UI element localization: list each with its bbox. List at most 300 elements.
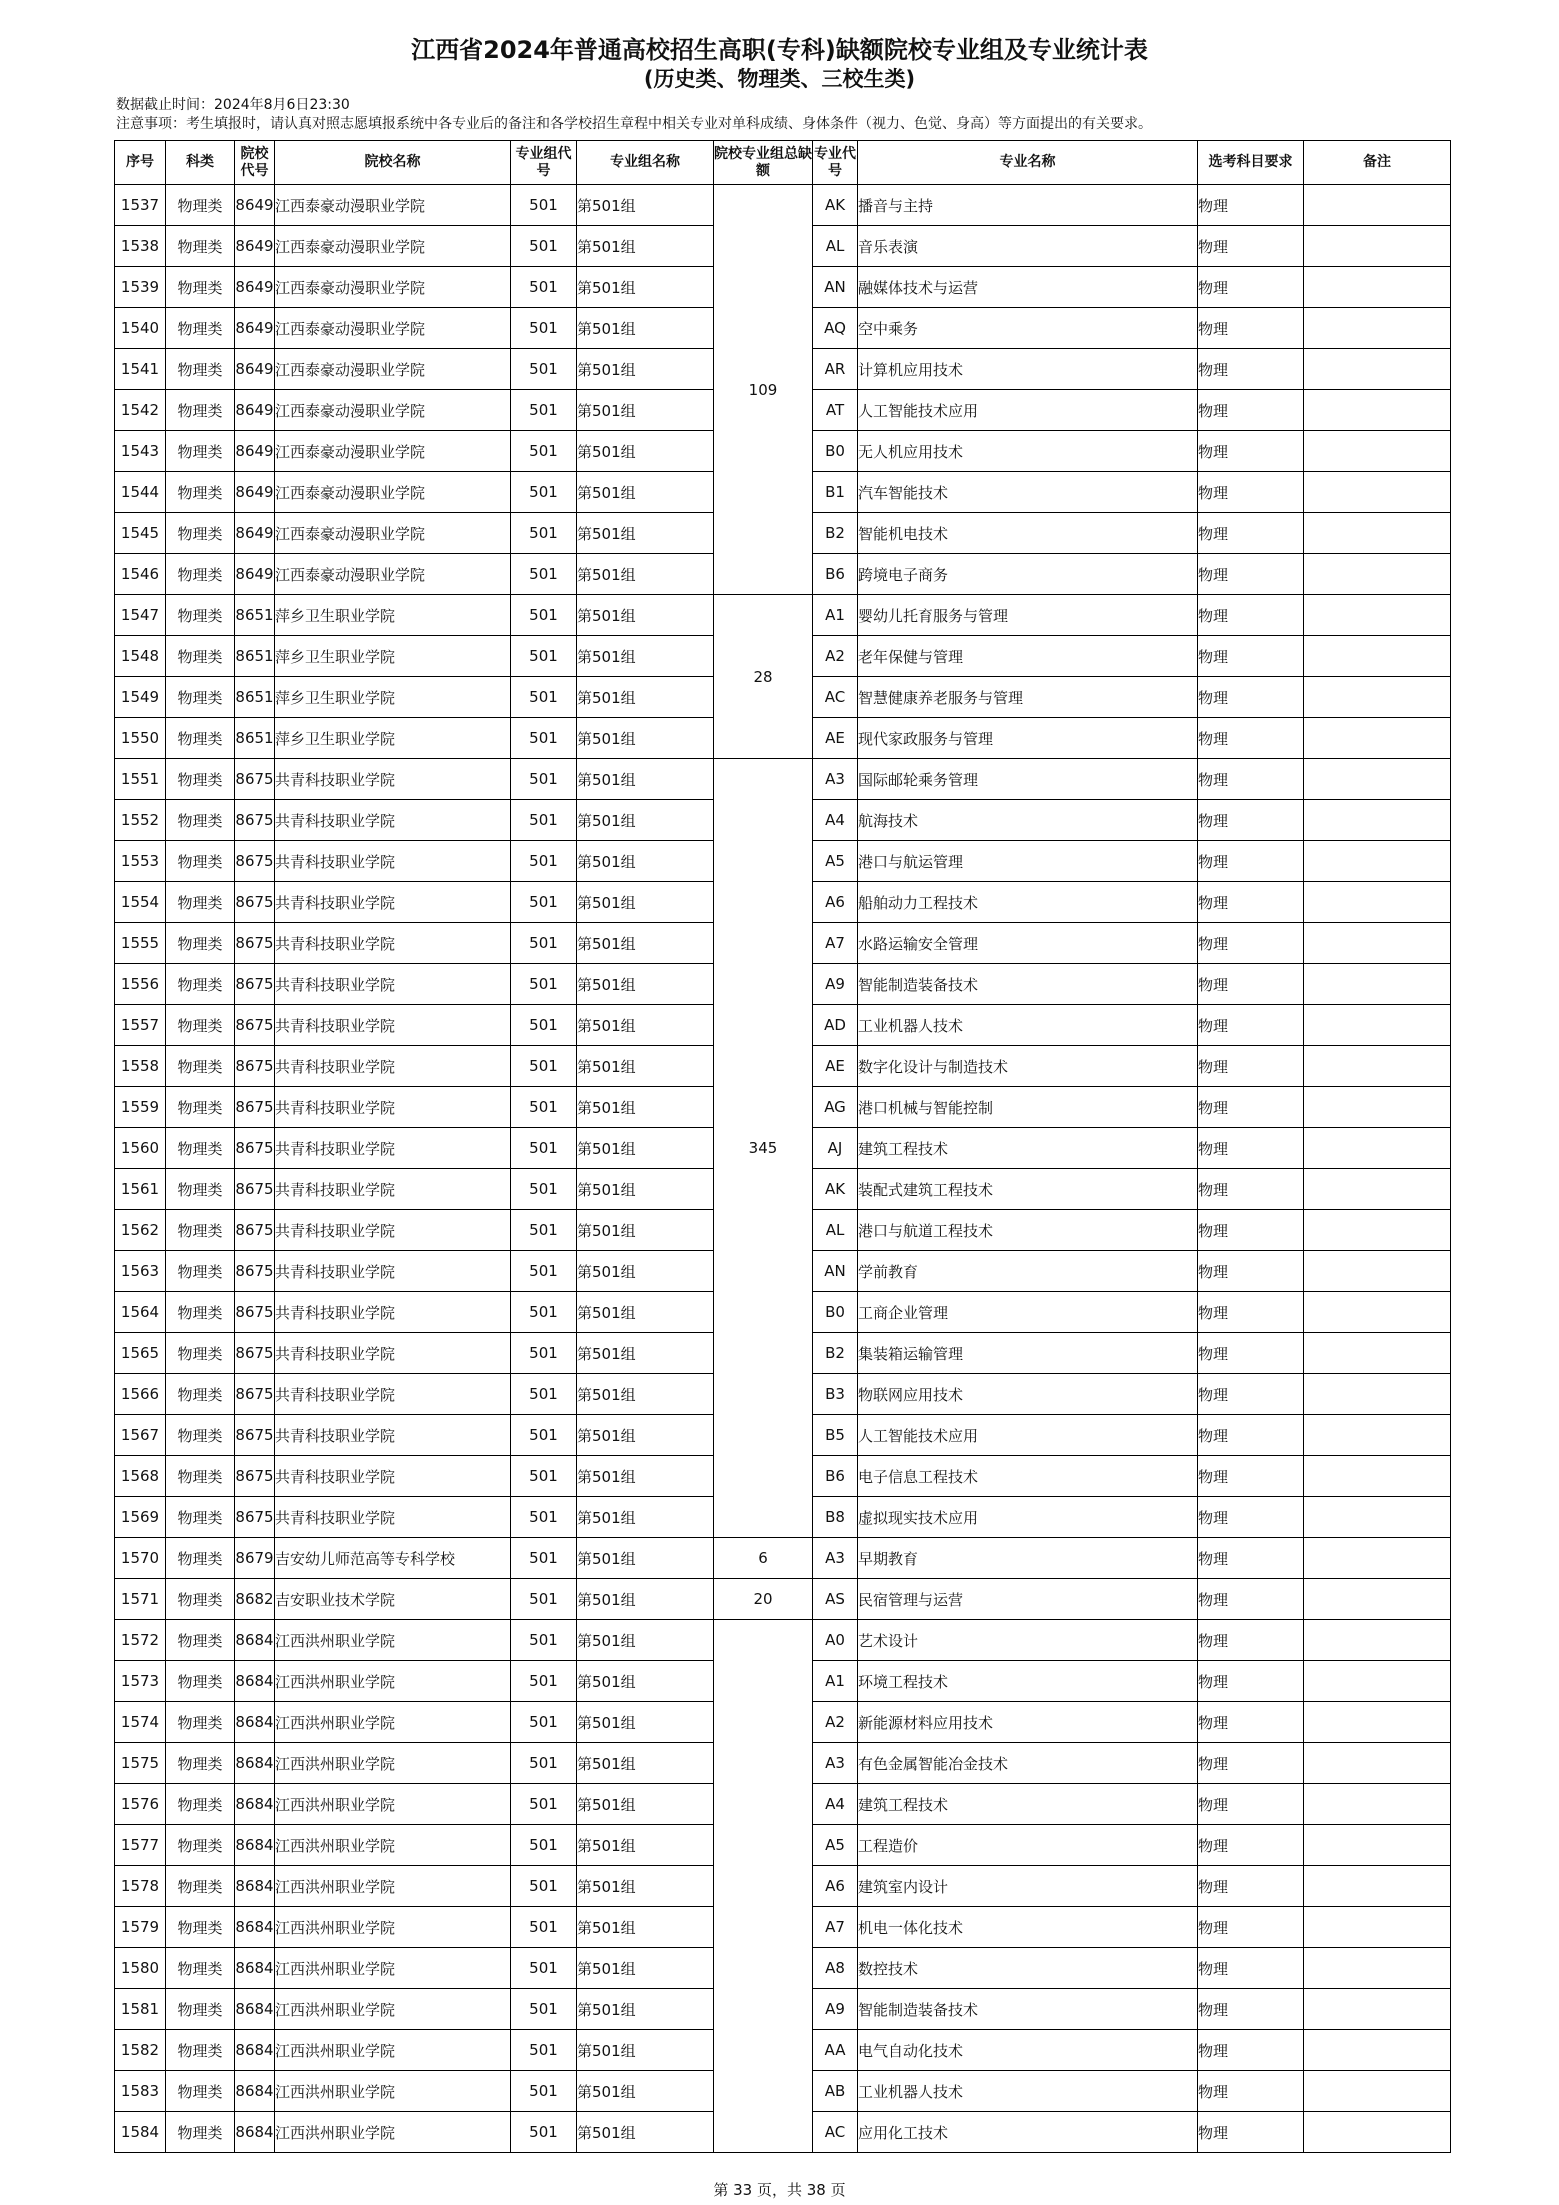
- school-code-cell: 8684: [235, 1866, 275, 1907]
- note-cell: [1304, 759, 1451, 800]
- major-name-cell: 智能制造装备技术: [858, 1989, 1198, 2030]
- school-name-cell: 共青科技职业学院: [275, 1456, 511, 1497]
- group-name-cell: 第501组: [577, 1538, 714, 1579]
- note-cell: [1304, 1661, 1451, 1702]
- school-name-cell: 江西洪州职业学院: [275, 1784, 511, 1825]
- school-code-cell: 8651: [235, 595, 275, 636]
- school-name-cell: 共青科技职业学院: [275, 759, 511, 800]
- subject-req-cell: 物理: [1198, 841, 1304, 882]
- subject-req-cell: 物理: [1198, 1784, 1304, 1825]
- category-cell: 物理类: [166, 267, 235, 308]
- major-code-cell: AJ: [813, 1128, 858, 1169]
- major-code-cell: A4: [813, 1784, 858, 1825]
- group-name-cell: 第501组: [577, 1620, 714, 1661]
- category-cell: 物理类: [166, 800, 235, 841]
- major-code-cell: AS: [813, 1579, 858, 1620]
- group-name-cell: 第501组: [577, 1579, 714, 1620]
- major-name-cell: 数控技术: [858, 1948, 1198, 1989]
- major-name-cell: 播音与主持: [858, 185, 1198, 226]
- school-code-cell: 8675: [235, 800, 275, 841]
- major-name-cell: 人工智能技术应用: [858, 390, 1198, 431]
- note-cell: [1304, 1620, 1451, 1661]
- header-school-code: 院校代号: [235, 141, 275, 185]
- major-code-cell: B5: [813, 1415, 858, 1456]
- school-code-cell: 8649: [235, 513, 275, 554]
- header-major-code: 专业代号: [813, 141, 858, 185]
- row-number: 1537: [115, 185, 166, 226]
- row-number: 1580: [115, 1948, 166, 1989]
- major-code-cell: AD: [813, 1005, 858, 1046]
- note-cell: [1304, 513, 1451, 554]
- major-code-cell: A2: [813, 1702, 858, 1743]
- subject-req-cell: 物理: [1198, 1702, 1304, 1743]
- school-code-cell: 8649: [235, 226, 275, 267]
- school-code-cell: 8649: [235, 431, 275, 472]
- group-code-cell: 501: [511, 923, 577, 964]
- category-cell: 物理类: [166, 1005, 235, 1046]
- category-cell: 物理类: [166, 1661, 235, 1702]
- note-cell: [1304, 1538, 1451, 1579]
- row-number: 1555: [115, 923, 166, 964]
- group-code-cell: 501: [511, 1866, 577, 1907]
- school-name-cell: 吉安幼儿师范高等专科学校: [275, 1538, 511, 1579]
- school-name-cell: 江西泰豪动漫职业学院: [275, 513, 511, 554]
- major-code-cell: AB: [813, 2071, 858, 2112]
- group-code-cell: 501: [511, 349, 577, 390]
- note-cell: [1304, 1415, 1451, 1456]
- row-number: 1550: [115, 718, 166, 759]
- group-name-cell: 第501组: [577, 595, 714, 636]
- school-code-cell: 8649: [235, 308, 275, 349]
- major-name-cell: 智能制造装备技术: [858, 964, 1198, 1005]
- group-code-cell: 501: [511, 841, 577, 882]
- major-code-cell: AR: [813, 349, 858, 390]
- category-cell: 物理类: [166, 472, 235, 513]
- category-cell: 物理类: [166, 1333, 235, 1374]
- group-name-cell: 第501组: [577, 2030, 714, 2071]
- row-number: 1565: [115, 1333, 166, 1374]
- major-name-cell: 计算机应用技术: [858, 349, 1198, 390]
- group-code-cell: 501: [511, 1907, 577, 1948]
- header-category: 科类: [166, 141, 235, 185]
- group-name-cell: 第501组: [577, 185, 714, 226]
- major-name-cell: 集装箱运输管理: [858, 1333, 1198, 1374]
- group-name-cell: 第501组: [577, 1415, 714, 1456]
- major-name-cell: 环境工程技术: [858, 1661, 1198, 1702]
- group-name-cell: 第501组: [577, 841, 714, 882]
- row-number: 1562: [115, 1210, 166, 1251]
- group-name-cell: 第501组: [577, 1989, 714, 2030]
- major-code-cell: B6: [813, 554, 858, 595]
- category-cell: 物理类: [166, 1866, 235, 1907]
- group-name-cell: 第501组: [577, 1661, 714, 1702]
- group-name-cell: 第501组: [577, 1046, 714, 1087]
- row-number: 1551: [115, 759, 166, 800]
- subject-req-cell: 物理: [1198, 1825, 1304, 1866]
- subject-req-cell: 物理: [1198, 882, 1304, 923]
- notice-text: 注意事项：考生填报时，请认真对照志愿填报系统中各专业后的备注和各学校招生章程中相关专业对单科成绩、身体条件（视力、色觉、身高）等方面提出的有关要求。: [116, 116, 1152, 132]
- table-row: [115, 1538, 1451, 1579]
- major-code-cell: A9: [813, 964, 858, 1005]
- school-code-cell: 8649: [235, 185, 275, 226]
- major-name-cell: 婴幼儿托育服务与管理: [858, 595, 1198, 636]
- group-code-cell: 501: [511, 1005, 577, 1046]
- row-number: 1540: [115, 308, 166, 349]
- school-name-cell: 共青科技职业学院: [275, 1169, 511, 1210]
- group-code-cell: 501: [511, 1743, 577, 1784]
- category-cell: 物理类: [166, 349, 235, 390]
- school-name-cell: 江西洪州职业学院: [275, 1825, 511, 1866]
- school-name-cell: 共青科技职业学院: [275, 1497, 511, 1538]
- major-code-cell: B3: [813, 1374, 858, 1415]
- school-code-cell: 8675: [235, 1333, 275, 1374]
- row-number: 1552: [115, 800, 166, 841]
- note-cell: [1304, 185, 1451, 226]
- school-code-cell: 8679: [235, 1538, 275, 1579]
- group-total-cell: [714, 1620, 813, 2153]
- note-cell: [1304, 1702, 1451, 1743]
- subject-req-cell: 物理: [1198, 1538, 1304, 1579]
- group-code-cell: 501: [511, 390, 577, 431]
- group-code-cell: 501: [511, 800, 577, 841]
- group-code-cell: 501: [511, 677, 577, 718]
- vacancy-table: [114, 140, 1451, 2153]
- subject-req-cell: 物理: [1198, 2071, 1304, 2112]
- school-code-cell: 8675: [235, 1169, 275, 1210]
- subject-req-cell: 物理: [1198, 390, 1304, 431]
- note-cell: [1304, 1169, 1451, 1210]
- school-code-cell: 8675: [235, 1087, 275, 1128]
- row-number: 1566: [115, 1374, 166, 1415]
- group-name-cell: 第501组: [577, 1333, 714, 1374]
- row-number: 1569: [115, 1497, 166, 1538]
- category-cell: 物理类: [166, 595, 235, 636]
- school-name-cell: 共青科技职业学院: [275, 841, 511, 882]
- subject-req-cell: 物理: [1198, 2112, 1304, 2153]
- category-cell: 物理类: [166, 1210, 235, 1251]
- note-cell: [1304, 1333, 1451, 1374]
- row-number: 1582: [115, 2030, 166, 2071]
- group-name-cell: 第501组: [577, 1907, 714, 1948]
- note-cell: [1304, 677, 1451, 718]
- group-name-cell: 第501组: [577, 1784, 714, 1825]
- major-code-cell: A2: [813, 636, 858, 677]
- major-code-cell: AC: [813, 2112, 858, 2153]
- major-name-cell: 电气自动化技术: [858, 2030, 1198, 2071]
- row-number: 1558: [115, 1046, 166, 1087]
- group-name-cell: 第501组: [577, 1292, 714, 1333]
- group-code-cell: 501: [511, 595, 577, 636]
- school-code-cell: 8675: [235, 964, 275, 1005]
- row-number: 1544: [115, 472, 166, 513]
- subject-req-cell: 物理: [1198, 226, 1304, 267]
- school-name-cell: 江西泰豪动漫职业学院: [275, 554, 511, 595]
- subject-req-cell: 物理: [1198, 1415, 1304, 1456]
- school-name-cell: 吉安职业技术学院: [275, 1579, 511, 1620]
- group-code-cell: 501: [511, 226, 577, 267]
- major-code-cell: AT: [813, 390, 858, 431]
- group-name-cell: 第501组: [577, 759, 714, 800]
- major-code-cell: A1: [813, 1661, 858, 1702]
- subject-req-cell: 物理: [1198, 1948, 1304, 1989]
- row-number: 1583: [115, 2071, 166, 2112]
- category-cell: 物理类: [166, 308, 235, 349]
- school-code-cell: 8684: [235, 1825, 275, 1866]
- major-name-cell: 新能源材料应用技术: [858, 1702, 1198, 1743]
- header-subject-req: 选考科目要求: [1198, 141, 1304, 185]
- major-code-cell: AK: [813, 1169, 858, 1210]
- school-code-cell: 8649: [235, 472, 275, 513]
- group-name-cell: 第501组: [577, 431, 714, 472]
- major-code-cell: A5: [813, 841, 858, 882]
- school-name-cell: 江西洪州职业学院: [275, 1866, 511, 1907]
- note-cell: [1304, 1087, 1451, 1128]
- category-cell: 物理类: [166, 1907, 235, 1948]
- group-code-cell: 501: [511, 2030, 577, 2071]
- group-code-cell: 501: [511, 554, 577, 595]
- school-code-cell: 8675: [235, 1128, 275, 1169]
- category-cell: 物理类: [166, 2112, 235, 2153]
- row-number: 1561: [115, 1169, 166, 1210]
- major-name-cell: 跨境电子商务: [858, 554, 1198, 595]
- major-name-cell: 物联网应用技术: [858, 1374, 1198, 1415]
- note-cell: [1304, 2112, 1451, 2153]
- group-name-cell: 第501组: [577, 472, 714, 513]
- major-name-cell: 现代家政服务与管理: [858, 718, 1198, 759]
- school-name-cell: 江西洪州职业学院: [275, 2112, 511, 2153]
- major-name-cell: 无人机应用技术: [858, 431, 1198, 472]
- row-number: 1571: [115, 1579, 166, 1620]
- major-code-cell: B2: [813, 1333, 858, 1374]
- row-number: 1543: [115, 431, 166, 472]
- group-name-cell: 第501组: [577, 349, 714, 390]
- major-code-cell: AN: [813, 1251, 858, 1292]
- table-row: [115, 185, 1451, 226]
- group-code-cell: 501: [511, 1825, 577, 1866]
- category-cell: 物理类: [166, 2071, 235, 2112]
- group-name-cell: 第501组: [577, 636, 714, 677]
- subject-req-cell: 物理: [1198, 718, 1304, 759]
- note-cell: [1304, 2071, 1451, 2112]
- school-name-cell: 江西泰豪动漫职业学院: [275, 267, 511, 308]
- note-cell: [1304, 841, 1451, 882]
- note-cell: [1304, 1128, 1451, 1169]
- school-code-cell: 8651: [235, 636, 275, 677]
- group-code-cell: 501: [511, 1292, 577, 1333]
- major-code-cell: A7: [813, 923, 858, 964]
- school-code-cell: 8684: [235, 1661, 275, 1702]
- major-name-cell: 融媒体技术与运营: [858, 267, 1198, 308]
- category-cell: 物理类: [166, 513, 235, 554]
- group-code-cell: 501: [511, 1087, 577, 1128]
- school-name-cell: 江西泰豪动漫职业学院: [275, 185, 511, 226]
- group-name-cell: 第501组: [577, 1948, 714, 1989]
- school-name-cell: 共青科技职业学院: [275, 964, 511, 1005]
- category-cell: 物理类: [166, 1292, 235, 1333]
- table-row: [115, 1579, 1451, 1620]
- school-code-cell: 8684: [235, 1907, 275, 1948]
- note-cell: [1304, 1866, 1451, 1907]
- school-name-cell: 共青科技职业学院: [275, 1292, 511, 1333]
- row-number: 1546: [115, 554, 166, 595]
- major-name-cell: 航海技术: [858, 800, 1198, 841]
- school-code-cell: 8684: [235, 1989, 275, 2030]
- major-code-cell: B8: [813, 1497, 858, 1538]
- category-cell: 物理类: [166, 1128, 235, 1169]
- group-code-cell: 501: [511, 718, 577, 759]
- school-code-cell: 8675: [235, 1456, 275, 1497]
- school-name-cell: 江西洪州职业学院: [275, 2071, 511, 2112]
- group-code-cell: 501: [511, 1784, 577, 1825]
- major-code-cell: A4: [813, 800, 858, 841]
- group-code-cell: 501: [511, 964, 577, 1005]
- row-number: 1572: [115, 1620, 166, 1661]
- school-name-cell: 共青科技职业学院: [275, 1087, 511, 1128]
- school-code-cell: 8651: [235, 677, 275, 718]
- school-code-cell: 8684: [235, 1702, 275, 1743]
- note-cell: [1304, 923, 1451, 964]
- group-code-cell: 501: [511, 472, 577, 513]
- row-number: 1575: [115, 1743, 166, 1784]
- note-cell: [1304, 1989, 1451, 2030]
- category-cell: 物理类: [166, 1169, 235, 1210]
- subject-req-cell: 物理: [1198, 923, 1304, 964]
- note-cell: [1304, 226, 1451, 267]
- major-name-cell: 建筑工程技术: [858, 1128, 1198, 1169]
- note-cell: [1304, 1005, 1451, 1046]
- major-code-cell: B2: [813, 513, 858, 554]
- group-name-cell: 第501组: [577, 226, 714, 267]
- major-name-cell: 民宿管理与运营: [858, 1579, 1198, 1620]
- major-name-cell: 艺术设计: [858, 1620, 1198, 1661]
- group-code-cell: 501: [511, 1333, 577, 1374]
- row-number: 1557: [115, 1005, 166, 1046]
- note-cell: [1304, 1579, 1451, 1620]
- group-total-cell: 109: [714, 185, 813, 595]
- group-name-cell: 第501组: [577, 1743, 714, 1784]
- major-code-cell: AE: [813, 718, 858, 759]
- row-number: 1563: [115, 1251, 166, 1292]
- subject-req-cell: 物理: [1198, 1374, 1304, 1415]
- row-number: 1584: [115, 2112, 166, 2153]
- group-code-cell: 501: [511, 1948, 577, 1989]
- group-name-cell: 第501组: [577, 1005, 714, 1046]
- subject-req-cell: 物理: [1198, 1579, 1304, 1620]
- row-number: 1564: [115, 1292, 166, 1333]
- major-name-cell: 港口与航道工程技术: [858, 1210, 1198, 1251]
- row-number: 1547: [115, 595, 166, 636]
- group-code-cell: 501: [511, 1702, 577, 1743]
- major-name-cell: 建筑室内设计: [858, 1866, 1198, 1907]
- category-cell: 物理类: [166, 718, 235, 759]
- group-name-cell: 第501组: [577, 267, 714, 308]
- school-name-cell: 江西洪州职业学院: [275, 1907, 511, 1948]
- school-code-cell: 8675: [235, 1292, 275, 1333]
- group-name-cell: 第501组: [577, 2071, 714, 2112]
- group-code-cell: 501: [511, 1128, 577, 1169]
- page-title: 江西省2024年普通高校招生高职(专科)缺额院校专业组及专业统计表: [411, 36, 1148, 64]
- school-code-cell: 8684: [235, 1620, 275, 1661]
- row-number: 1539: [115, 267, 166, 308]
- header-school-name: 院校名称: [275, 141, 511, 185]
- group-name-cell: 第501组: [577, 1087, 714, 1128]
- school-code-cell: 8684: [235, 2030, 275, 2071]
- subject-req-cell: 物理: [1198, 1210, 1304, 1251]
- major-code-cell: A3: [813, 1743, 858, 1784]
- major-name-cell: 工业机器人技术: [858, 2071, 1198, 2112]
- row-number: 1541: [115, 349, 166, 390]
- category-cell: 物理类: [166, 841, 235, 882]
- row-number: 1548: [115, 636, 166, 677]
- school-name-cell: 共青科技职业学院: [275, 1415, 511, 1456]
- group-name-cell: 第501组: [577, 677, 714, 718]
- note-cell: [1304, 1046, 1451, 1087]
- subject-req-cell: 物理: [1198, 1456, 1304, 1497]
- group-name-cell: 第501组: [577, 2112, 714, 2153]
- school-name-cell: 萍乡卫生职业学院: [275, 718, 511, 759]
- school-code-cell: 8684: [235, 2071, 275, 2112]
- group-code-cell: 501: [511, 2112, 577, 2153]
- group-name-cell: 第501组: [577, 1169, 714, 1210]
- major-name-cell: 工业机器人技术: [858, 1005, 1198, 1046]
- category-cell: 物理类: [166, 431, 235, 472]
- category-cell: 物理类: [166, 185, 235, 226]
- row-number: 1573: [115, 1661, 166, 1702]
- group-name-cell: 第501组: [577, 1210, 714, 1251]
- subject-req-cell: 物理: [1198, 964, 1304, 1005]
- category-cell: 物理类: [166, 1374, 235, 1415]
- major-name-cell: 港口机械与智能控制: [858, 1087, 1198, 1128]
- subject-req-cell: 物理: [1198, 1989, 1304, 2030]
- category-cell: 物理类: [166, 1784, 235, 1825]
- subject-req-cell: 物理: [1198, 2030, 1304, 2071]
- major-name-cell: 工程造价: [858, 1825, 1198, 1866]
- group-code-cell: 501: [511, 1989, 577, 2030]
- school-code-cell: 8649: [235, 554, 275, 595]
- group-code-cell: 501: [511, 1456, 577, 1497]
- table-row: [115, 1620, 1451, 1661]
- school-name-cell: 江西洪州职业学院: [275, 1661, 511, 1702]
- category-cell: 物理类: [166, 1989, 235, 2030]
- row-number: 1553: [115, 841, 166, 882]
- group-name-cell: 第501组: [577, 554, 714, 595]
- major-code-cell: A5: [813, 1825, 858, 1866]
- group-code-cell: 501: [511, 882, 577, 923]
- group-name-cell: 第501组: [577, 513, 714, 554]
- note-cell: [1304, 718, 1451, 759]
- school-code-cell: 8684: [235, 1743, 275, 1784]
- category-cell: 物理类: [166, 2030, 235, 2071]
- major-name-cell: 船舶动力工程技术: [858, 882, 1198, 923]
- major-code-cell: AN: [813, 267, 858, 308]
- note-cell: [1304, 1251, 1451, 1292]
- group-name-cell: 第501组: [577, 390, 714, 431]
- note-cell: [1304, 800, 1451, 841]
- school-code-cell: 8684: [235, 1784, 275, 1825]
- school-name-cell: 共青科技职业学院: [275, 1251, 511, 1292]
- note-cell: [1304, 1497, 1451, 1538]
- row-number: 1578: [115, 1866, 166, 1907]
- table-row: [115, 759, 1451, 800]
- row-number: 1567: [115, 1415, 166, 1456]
- school-name-cell: 江西洪州职业学院: [275, 1948, 511, 1989]
- school-code-cell: 8675: [235, 882, 275, 923]
- major-name-cell: 学前教育: [858, 1251, 1198, 1292]
- row-number: 1579: [115, 1907, 166, 1948]
- category-cell: 物理类: [166, 1046, 235, 1087]
- row-number: 1549: [115, 677, 166, 718]
- subject-req-cell: 物理: [1198, 1169, 1304, 1210]
